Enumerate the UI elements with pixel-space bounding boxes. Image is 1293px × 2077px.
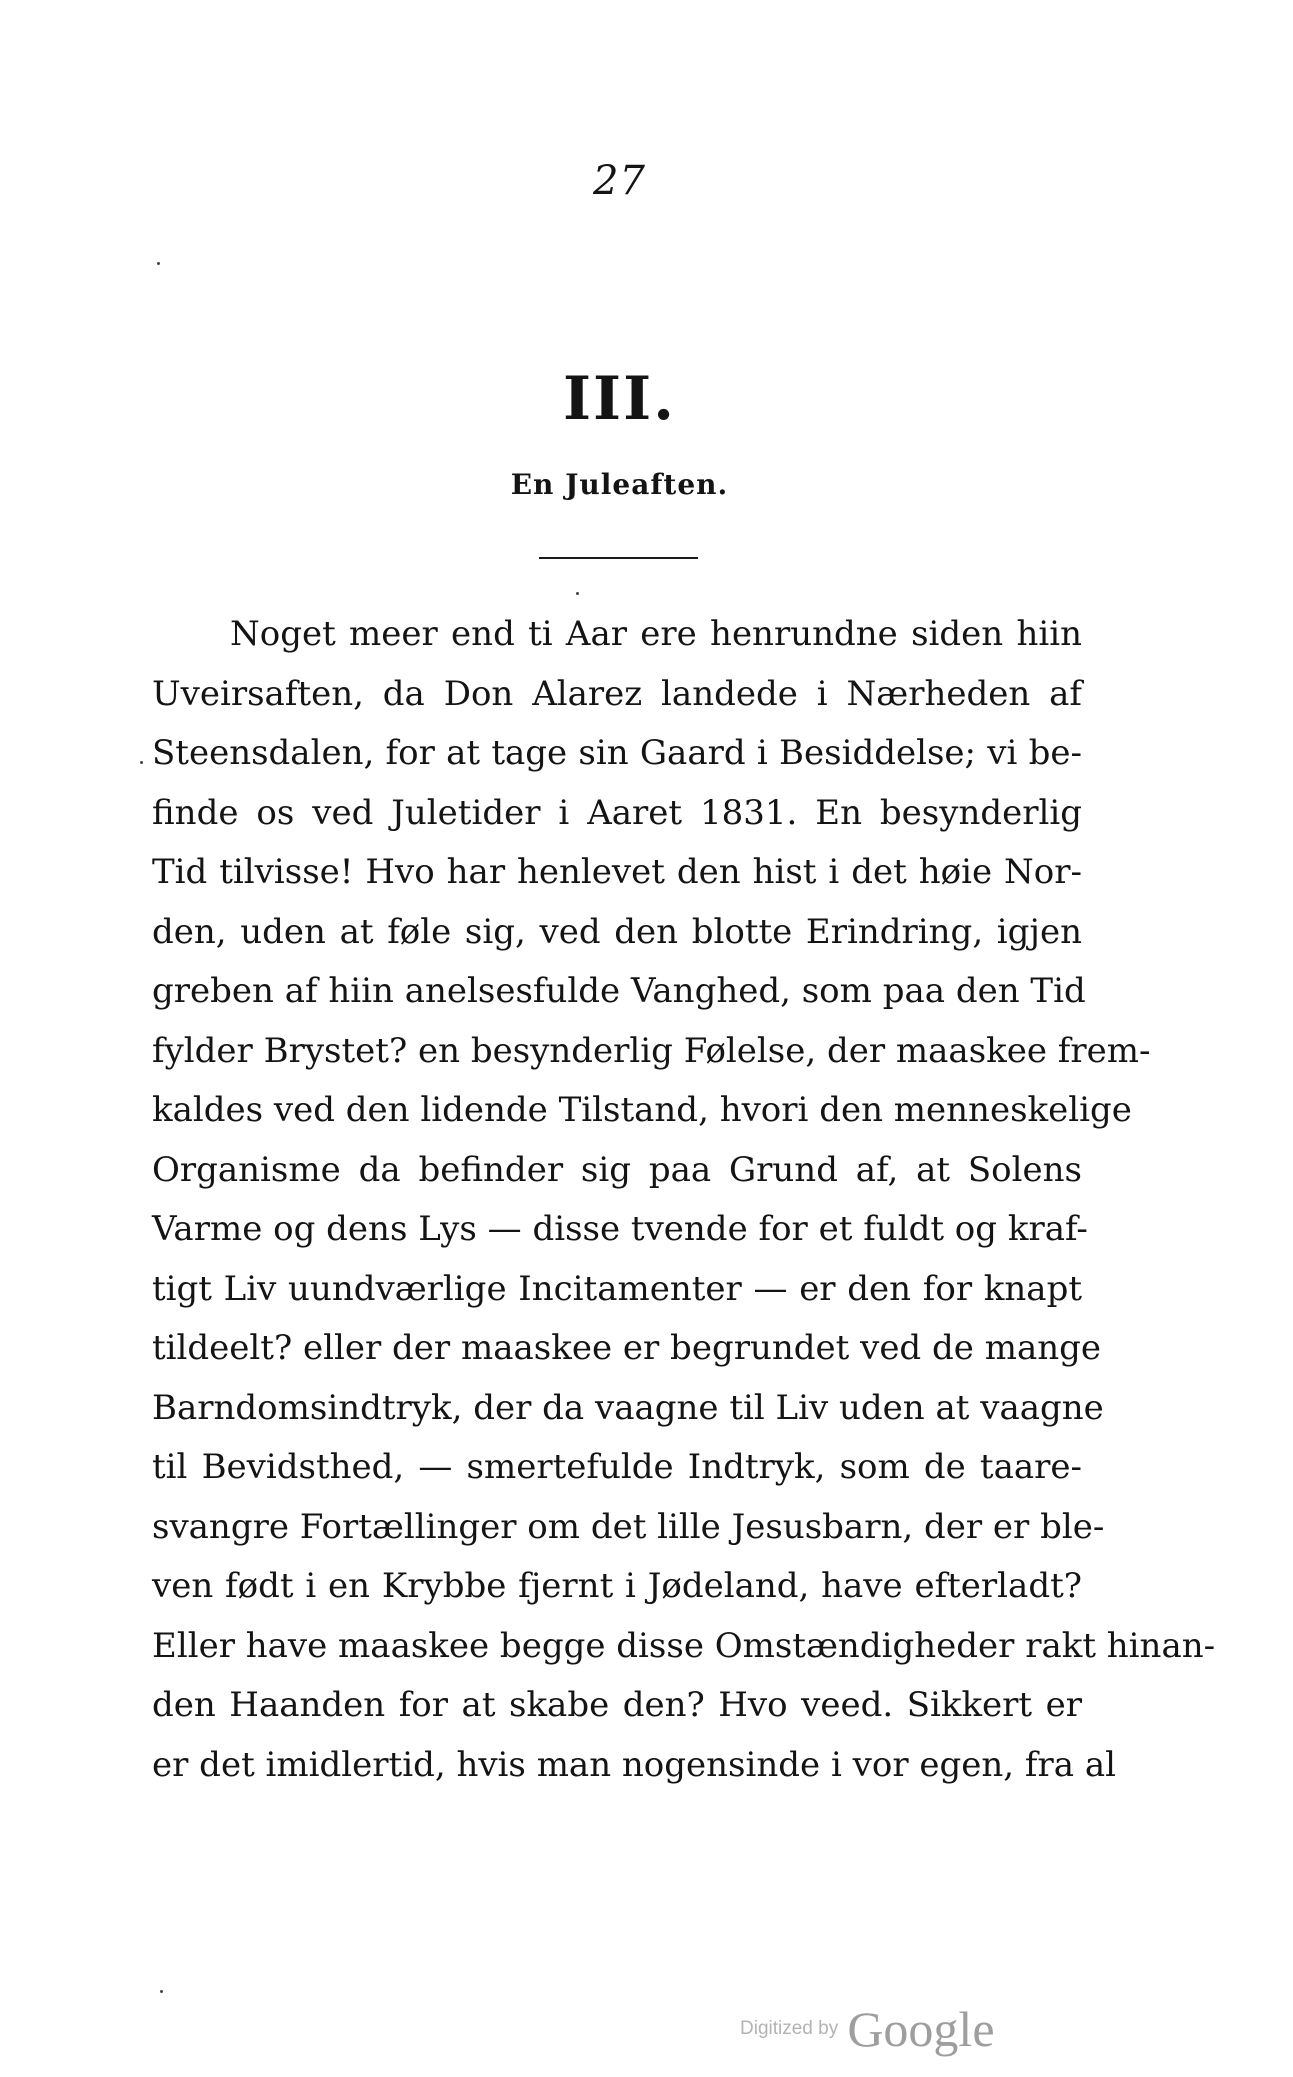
text-line: kaldes ved den lidende Tilstand, hvori den menneskelige [152,1090,1132,1130]
text-line: tildeelt? eller der maaskee er begrundet ved de mange [152,1328,1101,1368]
digitized-by-watermark [740,2000,995,2058]
scan-speck [576,592,579,595]
scan-speck [160,1990,163,1993]
text-line: den, uden at føle sig, ved den blotte Erindring, igjen [152,911,1082,952]
watermark-prefix: Digitized by [740,2018,839,2039]
text-line: tigt Liv uundværlige Incitamenter — er den for knapt [152,1268,1082,1309]
text-line: Eller have maaskee begge disse Omstændigheder rakt hinan- [152,1625,1216,1666]
text-line: fylder Brystet? en besynderlig Følelse, der maaskee frem- [152,1030,1151,1071]
text-line: til Bevidsthed, — smertefulde Indtryk, som de taare- [152,1447,1082,1487]
scan-speck [157,262,160,265]
text-line: Steensdalen, for at tage sin Gaard i Besiddelse; vi be- [152,733,1082,773]
text-line: Varme og dens Lys — disse tvende for et fuldt og kraf- [152,1209,1088,1249]
text-line: den Haanden for at skabe den? Hvo veed. Sikkert er [152,1685,1082,1725]
google-logo: Google [847,2001,995,2057]
text-line: Tid tilvisse! Hvo har henlevet den hist i det høie Nor- [152,852,1082,892]
text-line: Organisme da befinder sig paa Grund af, at Solens [152,1149,1082,1190]
text-line: finde os ved Juletider i Aaret 1831. En besynderlig [152,792,1082,833]
text-line: Uveirsaften, da Don Alarez landede i Nærheden af [152,673,1082,714]
text-line: greben af hiin anelsesfulde Vanghed, som paa den Tid [152,971,1086,1011]
body-text [152,605,1216,1795]
scan-speck [140,761,143,764]
text-line: Barndomsindtryk, der da vaagne til Liv uden at vaagne [152,1387,1104,1428]
title-divider [539,557,698,559]
chapter-title: En Juleaften. [510,468,729,501]
text-line: svangre Fortællinger om det lille Jesusbarn, der er ble- [152,1506,1105,1547]
text-line: er det imidlertid, hvis man nogensinde i vor egen, fra al [152,1744,1116,1785]
chapter-number: III. [562,364,677,434]
page-number: 27 [593,158,646,204]
text-line: Noget meer end ti Aar ere henrundne siden hiin [230,614,1082,654]
text-line: ven født i en Krybbe fjernt i Jødeland, have efterladt? [152,1566,1082,1606]
